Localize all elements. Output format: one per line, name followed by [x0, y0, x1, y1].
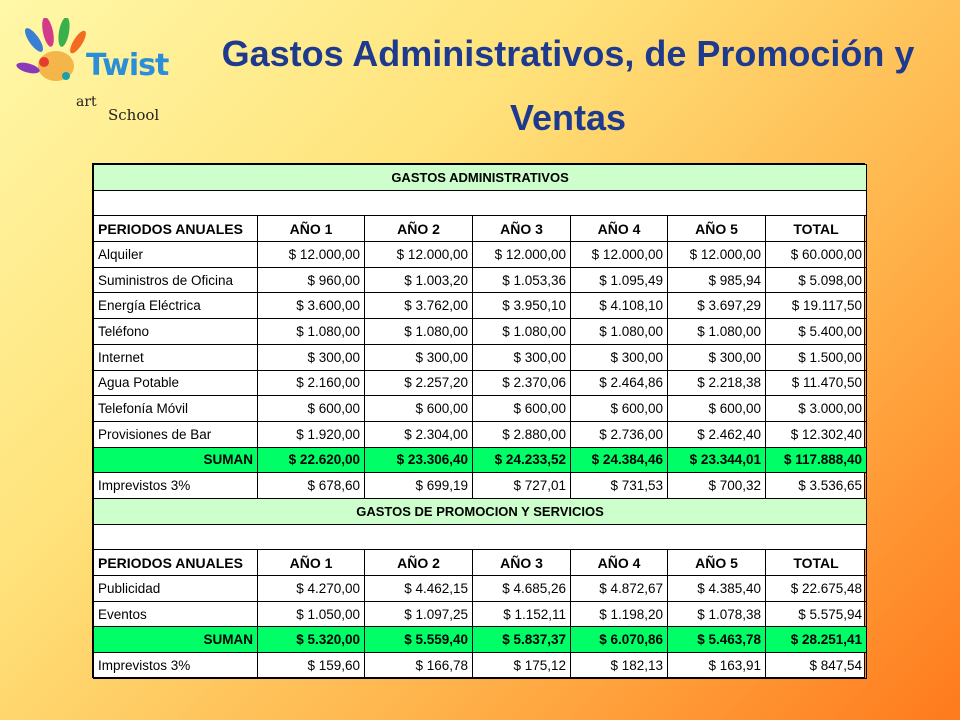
cell-year-5: $ 2.462,40 [668, 421, 766, 447]
cell-year-1: $ 960,00 [258, 267, 365, 293]
section-title-row [94, 165, 867, 191]
header-row [94, 216, 867, 242]
logo-word-school: School [108, 106, 160, 124]
cell-year-5: $ 1.078,38 [668, 601, 766, 627]
cell-year-1: $ 1.920,00 [258, 421, 365, 447]
imprevistos-row [94, 473, 867, 499]
cell-year-5: $ 300,00 [668, 344, 766, 370]
cell-year-2: $ 1.003,20 [365, 267, 473, 293]
column-header-year-1: AÑO 1 [258, 550, 365, 576]
cell-year-3: $ 1.080,00 [473, 319, 571, 345]
cell-year-2: $ 300,00 [365, 344, 473, 370]
cell-year-1: $ 12.000,00 [258, 242, 365, 268]
cell-year-4: $ 4.108,10 [571, 293, 668, 319]
cell-year-2: $ 12.000,00 [365, 242, 473, 268]
cell-year-1: $ 1.080,00 [258, 319, 365, 345]
cell-year-5: $ 985,94 [668, 267, 766, 293]
cell-label: Imprevistos 3% [94, 653, 258, 679]
cell-year-3: $ 600,00 [473, 396, 571, 422]
cell-year-1: $ 2.160,00 [258, 370, 365, 396]
column-header-label: PERIODOS ANUALES [94, 216, 258, 242]
column-header-total: TOTAL [766, 550, 867, 576]
column-header-year-3: AÑO 3 [473, 216, 571, 242]
imprevistos-row [94, 653, 867, 679]
page-title: Gastos Administrativos, de Promoción y Ventas [221, 33, 915, 138]
column-header-year-2: AÑO 2 [365, 216, 473, 242]
cell-total: $ 847,54 [766, 653, 867, 679]
cell-year-3: $ 5.837,37 [473, 627, 571, 653]
cell-label: Suministros de Oficina [94, 267, 258, 293]
cell-label: Agua Potable [94, 370, 258, 396]
cell-label: SUMAN [94, 627, 258, 653]
cell-year-4: $ 4.872,67 [571, 576, 668, 602]
cell-year-4: $ 2.464,86 [571, 370, 668, 396]
cell-year-5: $ 23.344,01 [668, 447, 766, 473]
column-header-total: TOTAL [766, 216, 867, 242]
cell-year-5: $ 12.000,00 [668, 242, 766, 268]
cell-label: Eventos [94, 601, 258, 627]
cell-year-5: $ 2.218,38 [668, 370, 766, 396]
cell-year-2: $ 2.304,00 [365, 421, 473, 447]
table-row [94, 421, 867, 447]
table-row [94, 370, 867, 396]
twist-art-school-logo [14, 18, 174, 122]
table-row [94, 293, 867, 319]
cell-year-3: $ 3.950,10 [473, 293, 571, 319]
section-title-row [94, 498, 867, 524]
cell-year-3: $ 12.000,00 [473, 242, 571, 268]
cell-year-3: $ 300,00 [473, 344, 571, 370]
blank-row [94, 524, 867, 550]
section-title: GASTOS DE PROMOCION Y SERVICIOS [94, 498, 867, 524]
cell-year-2: $ 166,78 [365, 653, 473, 679]
expenses-spreadsheet [92, 163, 865, 678]
table-row [94, 601, 867, 627]
cell-total: $ 1.500,00 [766, 344, 867, 370]
section-title: GASTOS ADMINISTRATIVOS [94, 165, 867, 191]
cell-total: $ 3.536,65 [766, 473, 867, 499]
cell-year-2: $ 699,19 [365, 473, 473, 499]
cell-year-5: $ 5.463,78 [668, 627, 766, 653]
cell-label: Provisiones de Bar [94, 421, 258, 447]
column-header-year-2: AÑO 2 [365, 550, 473, 576]
cell-label: Energía Eléctrica [94, 293, 258, 319]
cell-year-1: $ 300,00 [258, 344, 365, 370]
cell-label: Imprevistos 3% [94, 473, 258, 499]
column-header-year-4: AÑO 4 [571, 216, 668, 242]
cell-year-5: $ 1.080,00 [668, 319, 766, 345]
table-row [94, 396, 867, 422]
table-row [94, 344, 867, 370]
cell-year-1: $ 3.600,00 [258, 293, 365, 319]
cell-year-3: $ 1.053,36 [473, 267, 571, 293]
cell-year-3: $ 1.152,11 [473, 601, 571, 627]
cell-label: Publicidad [94, 576, 258, 602]
cell-year-4: $ 1.198,20 [571, 601, 668, 627]
cell-total: $ 117.888,40 [766, 447, 867, 473]
cell-year-1: $ 159,60 [258, 653, 365, 679]
cell-year-3: $ 24.233,52 [473, 447, 571, 473]
cell-year-4: $ 731,53 [571, 473, 668, 499]
logo-word-art: art [76, 94, 97, 110]
cell-total: $ 3.000,00 [766, 396, 867, 422]
cell-year-3: $ 4.685,26 [473, 576, 571, 602]
cell-total: $ 60.000,00 [766, 242, 867, 268]
cell-year-1: $ 1.050,00 [258, 601, 365, 627]
cell-year-1: $ 600,00 [258, 396, 365, 422]
cell-year-5: $ 3.697,29 [668, 293, 766, 319]
table-row [94, 576, 867, 602]
cell-total: $ 11.470,50 [766, 370, 867, 396]
cell-total: $ 5.575,94 [766, 601, 867, 627]
cell-total: $ 5.098,00 [766, 267, 867, 293]
cell-year-4: $ 1.095,49 [571, 267, 668, 293]
cell-year-4: $ 600,00 [571, 396, 668, 422]
cell-year-3: $ 727,01 [473, 473, 571, 499]
cell-total: $ 19.117,50 [766, 293, 867, 319]
cell-year-1: $ 22.620,00 [258, 447, 365, 473]
table-row [94, 242, 867, 268]
column-header-year-1: AÑO 1 [258, 216, 365, 242]
header-row [94, 550, 867, 576]
blank-row [94, 190, 867, 216]
column-header-year-3: AÑO 3 [473, 550, 571, 576]
cell-total: $ 5.400,00 [766, 319, 867, 345]
cell-year-3: $ 175,12 [473, 653, 571, 679]
cell-label: Teléfono [94, 319, 258, 345]
cell-year-5: $ 700,32 [668, 473, 766, 499]
table-row [94, 267, 867, 293]
cell-year-5: $ 163,91 [668, 653, 766, 679]
column-header-year-5: AÑO 5 [668, 216, 766, 242]
cell-year-4: $ 2.736,00 [571, 421, 668, 447]
cell-year-5: $ 600,00 [668, 396, 766, 422]
cell-year-5: $ 4.385,40 [668, 576, 766, 602]
table-row [94, 319, 867, 345]
cell-year-3: $ 2.370,06 [473, 370, 571, 396]
cell-year-4: $ 12.000,00 [571, 242, 668, 268]
column-header-year-4: AÑO 4 [571, 550, 668, 576]
cell-year-2: $ 23.306,40 [365, 447, 473, 473]
sum-row [94, 627, 867, 653]
cell-year-4: $ 1.080,00 [571, 319, 668, 345]
cell-year-2: $ 3.762,00 [365, 293, 473, 319]
cell-year-2: $ 1.080,00 [365, 319, 473, 345]
cell-year-2: $ 5.559,40 [365, 627, 473, 653]
cell-label: Telefonía Móvil [94, 396, 258, 422]
cell-total: $ 12.302,40 [766, 421, 867, 447]
cell-year-1: $ 5.320,00 [258, 627, 365, 653]
logo-word-twist: Twist [86, 48, 169, 83]
column-header-label: PERIODOS ANUALES [94, 550, 258, 576]
cell-year-3: $ 2.880,00 [473, 421, 571, 447]
cell-total: $ 22.675,48 [766, 576, 867, 602]
cell-label: SUMAN [94, 447, 258, 473]
cell-year-2: $ 4.462,15 [365, 576, 473, 602]
sum-row [94, 447, 867, 473]
cell-label: Alquiler [94, 242, 258, 268]
cell-year-2: $ 2.257,20 [365, 370, 473, 396]
blank-cell [94, 524, 867, 550]
cell-year-2: $ 600,00 [365, 396, 473, 422]
cell-year-1: $ 4.270,00 [258, 576, 365, 602]
cell-year-4: $ 182,13 [571, 653, 668, 679]
cell-year-4: $ 300,00 [571, 344, 668, 370]
cell-total: $ 28.251,41 [766, 627, 867, 653]
cell-year-1: $ 678,60 [258, 473, 365, 499]
cell-label: Internet [94, 344, 258, 370]
cell-year-2: $ 1.097,25 [365, 601, 473, 627]
expenses-table [93, 164, 867, 679]
cell-year-4: $ 24.384,46 [571, 447, 668, 473]
blank-cell [94, 190, 867, 216]
cell-year-4: $ 6.070,86 [571, 627, 668, 653]
column-header-year-5: AÑO 5 [668, 550, 766, 576]
